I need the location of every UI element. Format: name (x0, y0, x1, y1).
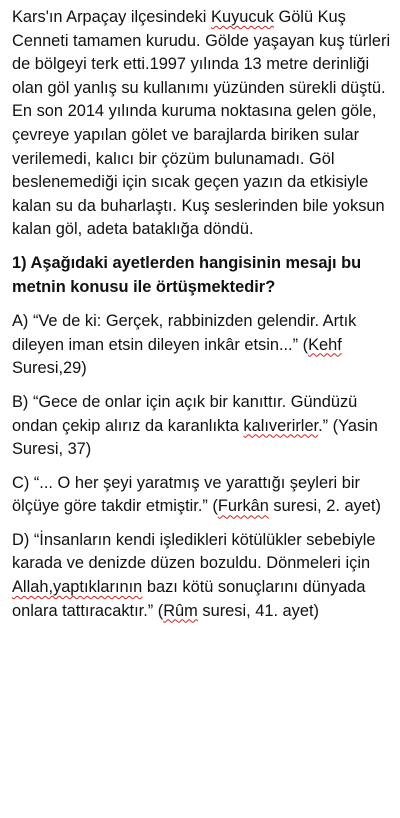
passage-text-start: Kars'ın Arpaçay ilçesindeki (12, 8, 212, 26)
option-d-misspelled-word: Allah,yaptıklarının (12, 578, 143, 597)
option-b (12, 391, 396, 462)
option-a (12, 310, 396, 381)
misspelled-word: Kuyucuk (211, 8, 274, 26)
option-a-misspelled-word: Kehf (308, 335, 342, 354)
option-b-text: B) “Gece de onlar için açık bir kanıttır. Gündüzü ondan çekip alırız da karanlıkta (12, 392, 358, 435)
option-c-source: suresi, 2. ayet) (268, 497, 381, 516)
option-d-misspelled-word-2: Rûm (163, 601, 198, 620)
option-a-source: Suresi,29) (12, 359, 87, 378)
option-b-misspelled-word: kalıverirler (243, 416, 319, 435)
option-d-text-continued: bazı kötü sonuçlarını dünyada onlara tattıracaktır.” ( (12, 578, 366, 620)
passage-text-rest: Gölü Kuş Cenneti tamamen kurudu. Gölde yaşayan kuş türleri de bölgeyi terk etti.1997 yılında 13 metre derinliği olan göl yanlış su kullanımı yüzünden sürekli düştü. En son 2014 yılında kuruma noktasına gelen göle, çevreye yapılan gölet ve barajlarda biriken sular verilemedi, kalıcı bir çözüm bulunamadı. Göl beslenemediği için sıcak geçen yazın da etkisiyle kalan su da buharlaştı. Kuş seslerinden bile yoksun kalan göl, adeta bataklığa döndü. (12, 8, 391, 239)
option-d-source: suresi, 41. ayet) (197, 601, 319, 620)
option-c (12, 472, 396, 519)
option-a-text: A) “Ve de ki: Gerçek, rabbinizden gelendir. Artık dileyen iman etsin dileyen inkâr etsin...” ( (12, 312, 357, 354)
document-page (12, 6, 396, 633)
option-b-source: .” (Yasin Suresi, 37) (12, 416, 378, 459)
option-d (12, 529, 396, 623)
question-text: 1) Aşağıdaki ayetlerden hangisinin mesajı bu metnin konusu ile örtüşmektedir? (12, 253, 362, 296)
option-c-text: C) “... O her şeyi yaratmış ve yarattığı şeyleri bir ölçüye göre takdir etmiştir.” ( (12, 473, 360, 516)
option-d-text: D) “İnsanların kendi işledikleri kötülükler sebebiyle karada ve denizde düzen bozuldu. Dönmeleri için (12, 530, 376, 573)
passage-paragraph (12, 6, 396, 242)
option-c-misspelled-word: Furkân (217, 497, 269, 516)
